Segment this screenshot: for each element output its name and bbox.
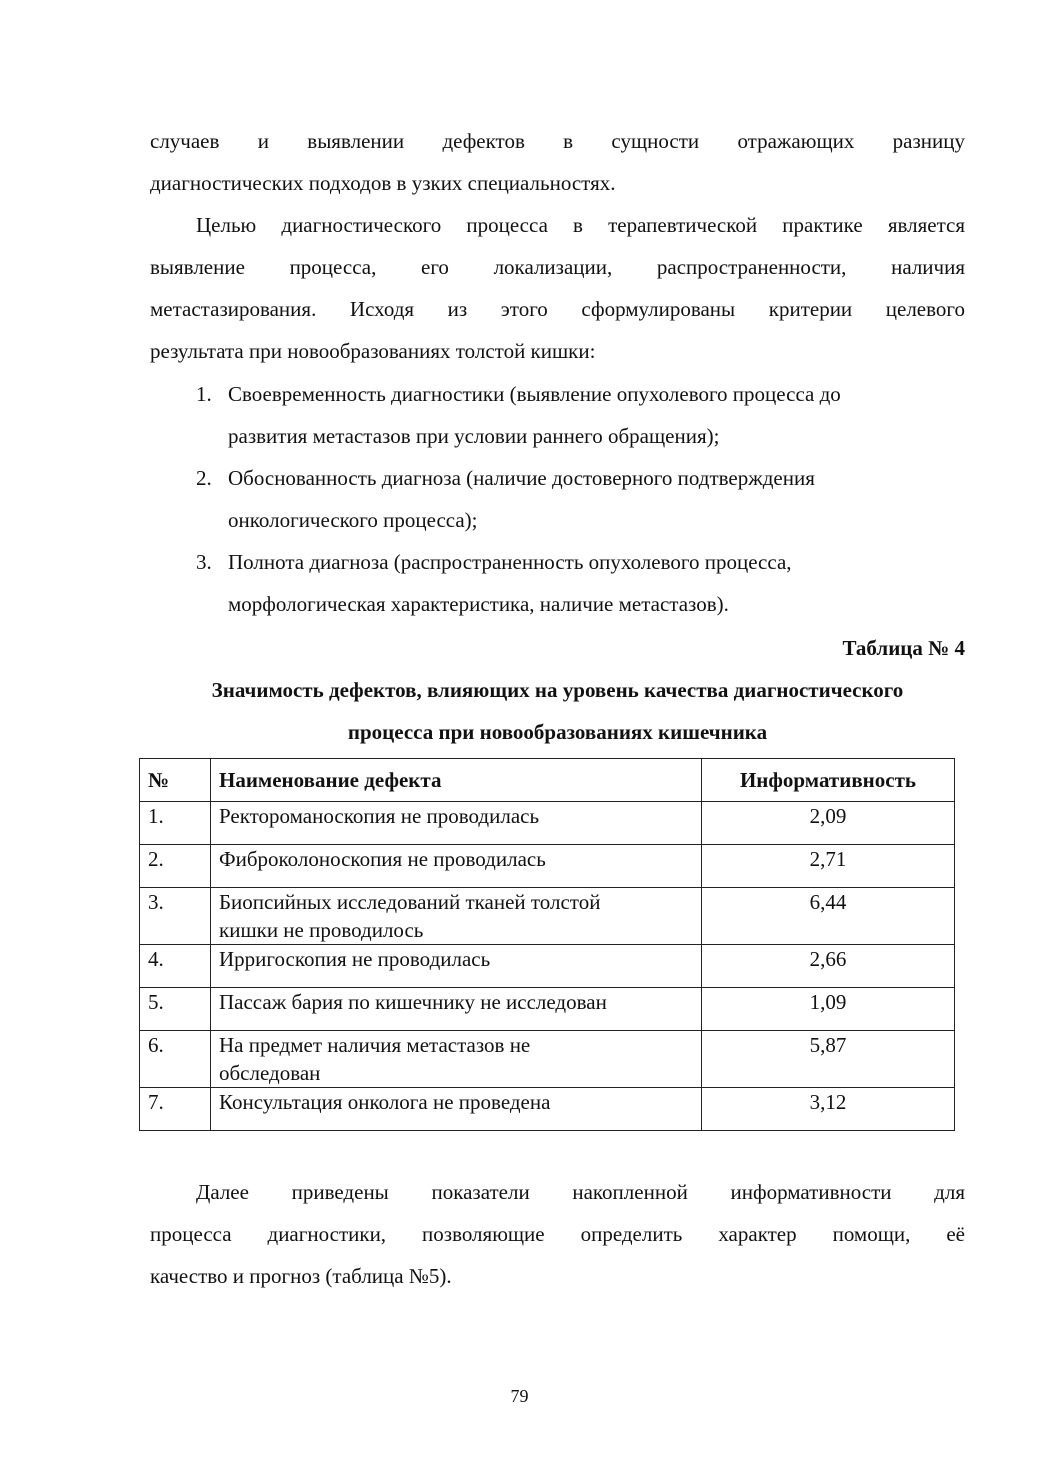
text-line: качество и прогноз (таблица №5). (150, 1264, 452, 1288)
table-row (140, 1088, 955, 1131)
text-line: выявление процесса, его локализации, распространенности, наличия (150, 255, 965, 279)
informativeness-value: 5,87 (702, 1031, 955, 1088)
text-line: процесса диагностики, позволяющие определить характер помощи, её (150, 1222, 965, 1246)
list-item-text: развития метастазов при условии раннего обращения); (228, 424, 720, 448)
list-item-text: Обоснованность диагноза (наличие достоверного подтверждения (228, 466, 815, 490)
text-line: метастазирования. Исходя из этого сформулированы критерии целевого (150, 297, 965, 321)
informativeness-value: 2,66 (702, 945, 955, 988)
intro-paragraph (150, 120, 965, 204)
table-header-row (140, 759, 955, 802)
page-number: 79 (510, 1386, 529, 1406)
row-number: 6. (140, 1031, 211, 1088)
defect-name-line: Биопсийных исследований тканей толстой (219, 890, 601, 914)
table-label: Таблица № 4 (842, 636, 965, 660)
table-title (150, 669, 965, 753)
text-line: диагностических подходов в узких специальностях. (150, 171, 616, 195)
list-item-text: Своевременность диагностики (выявление опухолевого процесса до (228, 382, 841, 406)
defect-name-line: На предмет наличия метастазов не (219, 1033, 531, 1057)
defect-name: Ректороманоскопия не проводилась (211, 802, 702, 845)
informativeness-value: 2,09 (702, 802, 955, 845)
list-item-number: 3. (196, 550, 212, 574)
list-item-number: 2. (196, 466, 212, 490)
text-line: случаев и выявлении дефектов в сущности отражающих разницу (150, 129, 965, 153)
row-number: 4. (140, 945, 211, 988)
defect-name-line: кишки не проводилось (219, 918, 424, 942)
table-row (140, 945, 955, 988)
row-number: 5. (140, 988, 211, 1031)
outro-paragraph (150, 1171, 965, 1297)
informativeness-value: 6,44 (702, 888, 955, 945)
row-number: 2. (140, 845, 211, 888)
table-row (140, 802, 955, 845)
header-defect-name: Наименование дефекта (211, 759, 702, 802)
list-item (196, 541, 966, 625)
row-number: 3. (140, 888, 211, 945)
informativeness-value: 3,12 (702, 1088, 955, 1131)
list-item (196, 373, 966, 457)
defect-name: Пассаж бария по кишечнику не исследован (211, 988, 702, 1031)
defect-name: Ирригоскопия не проводилась (211, 945, 702, 988)
defect-name (211, 888, 702, 945)
defects-table (139, 758, 955, 1131)
defect-name (211, 1031, 702, 1088)
table-row (140, 845, 955, 888)
defect-name: Консультация онколога не проведена (211, 1088, 702, 1131)
header-informativeness: Информативность (702, 759, 955, 802)
list-item-text: морфологическая характеристика, наличие метастазов). (228, 592, 729, 616)
text-line: Далее приведены показатели накопленной информативности для (196, 1180, 965, 1204)
criteria-list (196, 373, 966, 625)
list-item-text: Полнота диагноза (распространенность опухолевого процесса, (228, 550, 792, 574)
goal-paragraph (150, 204, 965, 372)
row-number: 7. (140, 1088, 211, 1131)
table-row (140, 1031, 955, 1088)
list-item (196, 457, 966, 541)
table-row (140, 888, 955, 945)
text-line: Целью диагностического процесса в терапевтической практике является (196, 213, 965, 237)
row-number: 1. (140, 802, 211, 845)
defect-name-line: обследован (219, 1061, 321, 1085)
table-title-line: Значимость дефектов, влияющих на уровень качества диагностического (211, 678, 904, 702)
informativeness-value: 2,71 (702, 845, 955, 888)
table-row (140, 988, 955, 1031)
list-item-text: онкологического процесса); (228, 508, 478, 532)
defect-name: Фиброколоноскопия не проводилась (211, 845, 702, 888)
informativeness-value: 1,09 (702, 988, 955, 1031)
table-title-line: процесса при новообразованиях кишечника (347, 720, 768, 744)
header-number: № (140, 759, 211, 802)
text-line: результата при новообразованиях толстой кишки: (150, 339, 596, 363)
list-item-number: 1. (196, 382, 212, 406)
